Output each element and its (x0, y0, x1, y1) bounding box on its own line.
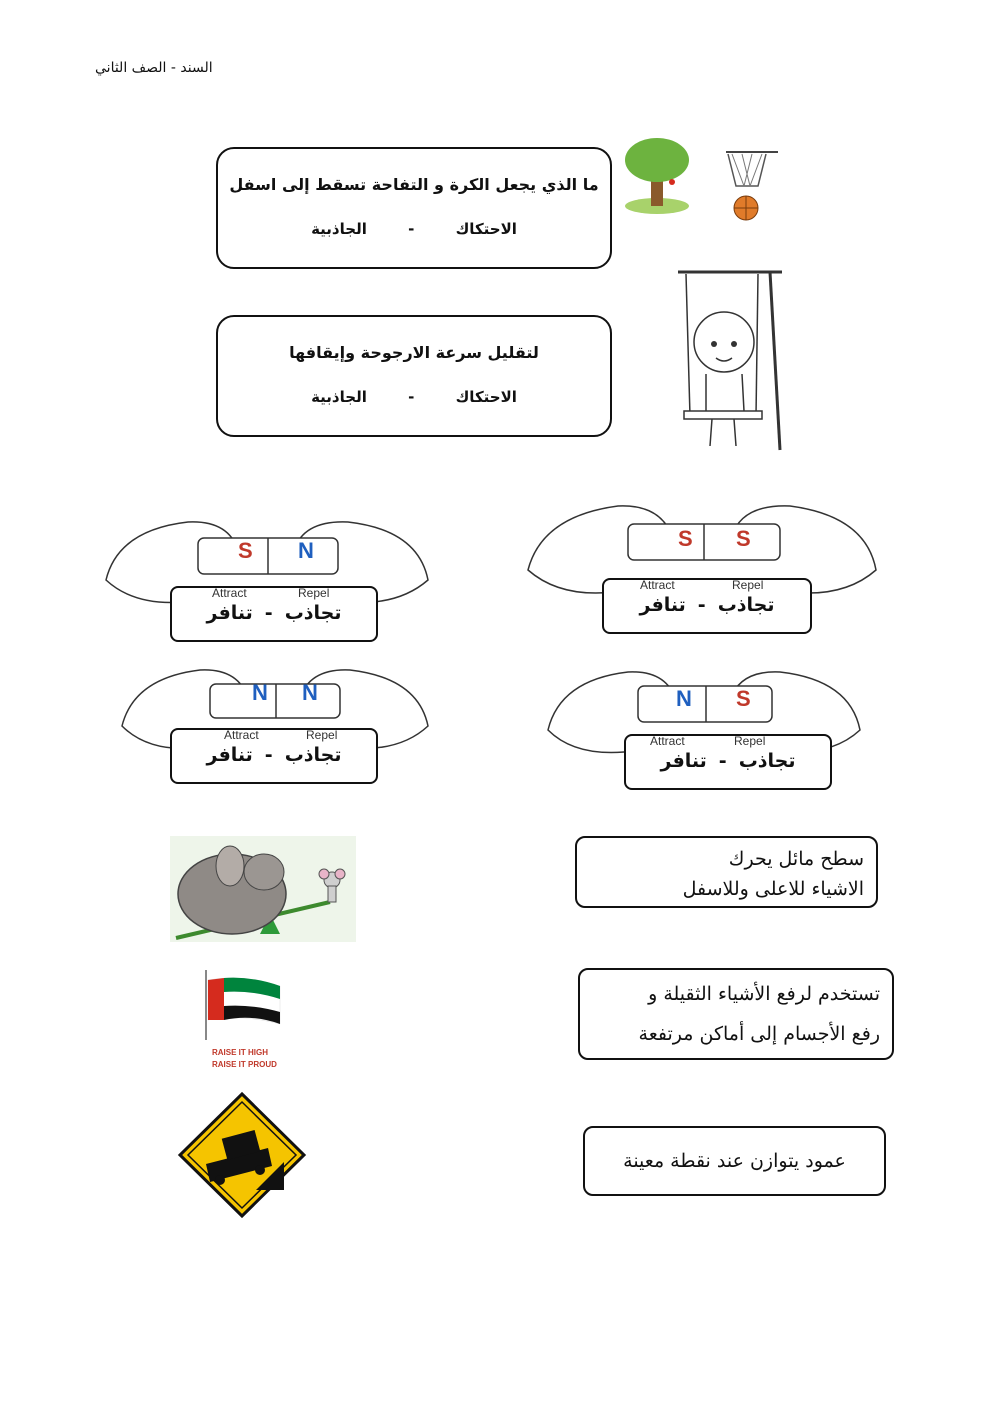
option-attract[interactable]: تجاذب (738, 750, 796, 772)
question-box-swing (216, 315, 612, 437)
elephant-mouse-seesaw-image (170, 836, 356, 942)
basketball-hoop-image (722, 148, 782, 224)
steep-hill-sign-image (176, 1090, 308, 1220)
definition-fulcrum (583, 1126, 886, 1196)
definition-inclined-plane (575, 836, 878, 908)
attract-en-label: Attract (650, 734, 685, 748)
option-repel[interactable]: تنافر (206, 602, 253, 624)
option-dash: - (408, 388, 415, 406)
option-attract[interactable]: تجاذب (717, 594, 775, 616)
apple-tree-image (622, 134, 692, 224)
definition-line: تستخدم لرفع الأشياء الثقيلة و (648, 983, 880, 1005)
magnet-pole-right: S (736, 526, 751, 551)
option-attract[interactable]: تجاذب (284, 744, 342, 766)
option-dash: - (408, 220, 415, 238)
flag-caption-line1: RAISE IT HIGH (212, 1048, 269, 1057)
repel-en-label: Repel (306, 728, 338, 742)
option-gravity[interactable]: الجاذبية (311, 220, 367, 238)
question-text: ما الذي يجعل الكرة و التفاحة تسقط إلى اسفل (229, 175, 599, 194)
option-dash: - (264, 744, 273, 766)
definition-lever (578, 968, 894, 1060)
repel-en-label: Repel (734, 734, 766, 748)
child-on-swing-image (672, 266, 788, 456)
flag-caption-line2: RAISE IT PROUD (212, 1060, 277, 1069)
option-repel[interactable]: تنافر (206, 744, 253, 766)
definition-line: سطح مائل يحرك (728, 848, 864, 870)
magnet-pole-right: N (302, 680, 318, 705)
definition-line: رفع الأجسام إلى أماكن مرتفعة (638, 1023, 880, 1045)
option-repel[interactable]: تنافر (660, 750, 707, 772)
magnet-pole-right: N (298, 538, 314, 563)
answer-box-magnets-3 (170, 728, 378, 784)
magnet-pole-right: S (736, 686, 751, 711)
definition-line: الاشياء للاعلى وللاسفل (682, 878, 864, 900)
page-header: السند - الصف الثاني (95, 60, 213, 76)
option-friction[interactable]: الاحتكاك (455, 220, 517, 238)
uae-flag-image (202, 970, 284, 1040)
question-text: لتقليل سرعة الارجوحة وإيقافها (289, 343, 539, 362)
answer-box-magnets-4 (624, 734, 832, 790)
attract-en-label: Attract (640, 578, 675, 592)
answer-box-magnets-1 (170, 586, 378, 642)
option-dash: - (697, 594, 706, 616)
option-repel[interactable]: تنافر (639, 594, 686, 616)
magnet-pole-left: S (678, 526, 693, 551)
magnet-pole-left: N (252, 680, 268, 705)
option-dash: - (264, 602, 273, 624)
repel-en-label: Repel (732, 578, 764, 592)
question-box-gravity (216, 147, 612, 269)
option-attract[interactable]: تجاذب (284, 602, 342, 624)
repel-en-label: Repel (298, 586, 330, 600)
option-gravity[interactable]: الجاذبية (311, 388, 367, 406)
option-friction[interactable]: الاحتكاك (455, 388, 517, 406)
attract-en-label: Attract (224, 728, 259, 742)
magnet-pole-left: N (676, 686, 692, 711)
magnet-pole-left: S (238, 538, 253, 563)
attract-en-label: Attract (212, 586, 247, 600)
definition-line: عمود يتوازن عند نقطة معينة (623, 1150, 846, 1172)
answer-box-magnets-2 (602, 578, 812, 634)
option-dash: - (718, 750, 727, 772)
